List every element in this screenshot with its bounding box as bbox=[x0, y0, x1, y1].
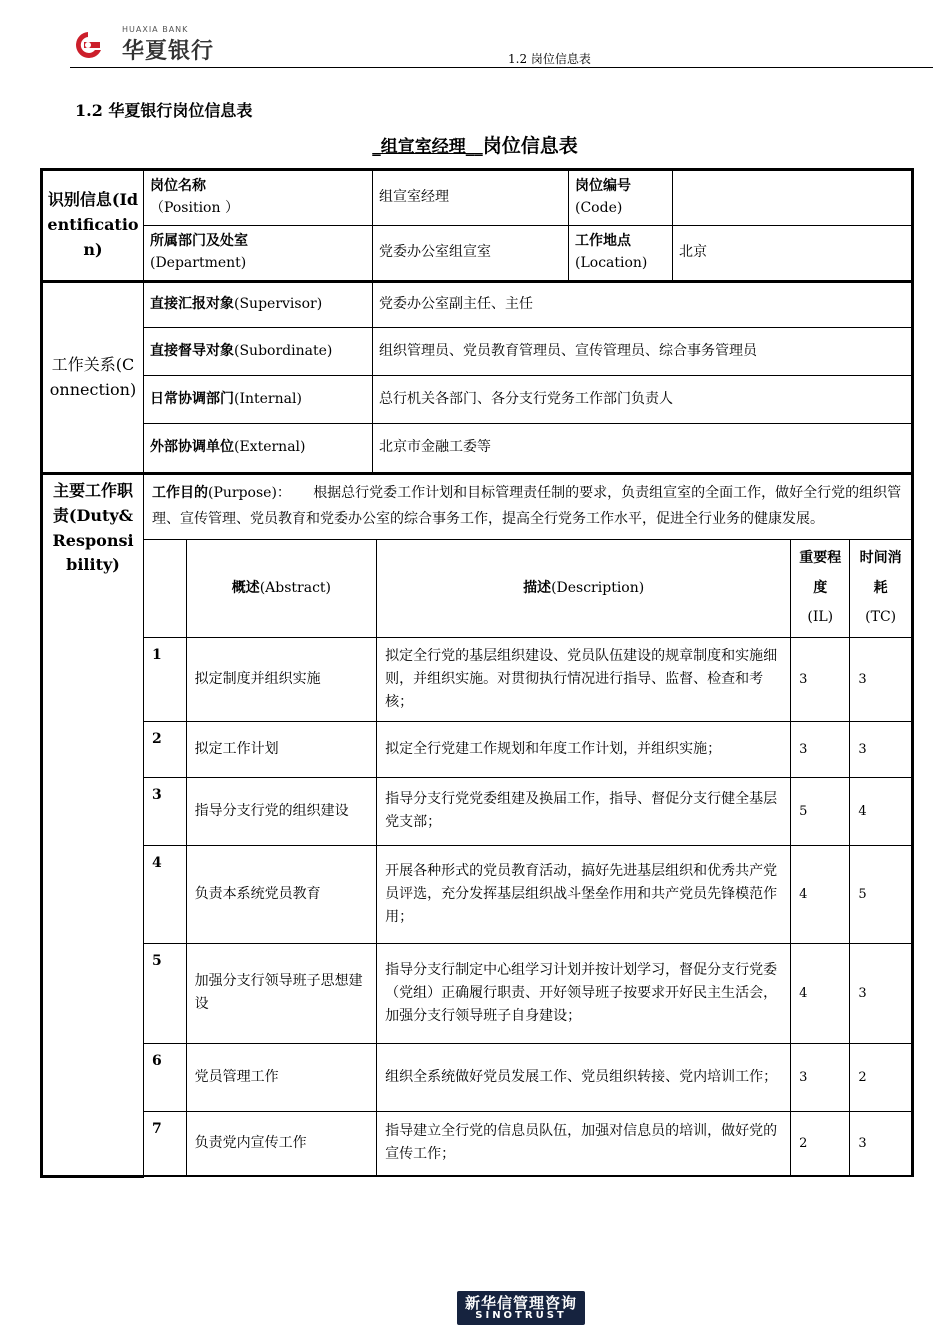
il-header-label-en: (IL) bbox=[807, 608, 834, 625]
purpose-text: 根据总行党委工作计划和目标管理责任制的要求，负责组宣室的全面工作，做好全行党的组织管理、宣传管理、党员教育和党委办公室的综合事务工作，提高全行党务工作水平，促进全行业务的健康发展。 bbox=[152, 485, 902, 527]
duty-item-il: 4 bbox=[791, 943, 850, 1043]
duty-item-description: 拟定全行党建工作规划和年度工作计划，并组织实施； bbox=[377, 721, 791, 777]
connection-label: 直接汇报对象 bbox=[150, 296, 234, 313]
duty-item-row bbox=[144, 637, 911, 721]
duty-item-abstract: 党员管理工作 bbox=[186, 1043, 376, 1111]
duty-item-il: 3 bbox=[791, 1043, 850, 1111]
duty-item-description: 指导建立全行党的信息员队伍，加强对信息员的培训，做好党的宣传工作； bbox=[377, 1111, 791, 1175]
duty-item-abstract: 加强分支行领导班子思想建设 bbox=[186, 943, 376, 1043]
duty-item-tc: 5 bbox=[850, 845, 911, 943]
duty-item-row bbox=[144, 721, 911, 777]
duty-item-row bbox=[144, 943, 911, 1043]
duty-item-tc: 3 bbox=[850, 1111, 911, 1175]
duty-row bbox=[42, 474, 913, 1177]
description-header-label: 描述 bbox=[523, 579, 552, 596]
duty-header-il bbox=[791, 539, 850, 637]
il-header-label: 重要程度 bbox=[799, 550, 842, 596]
duty-item-il: 3 bbox=[791, 721, 850, 777]
huaxia-logo-icon bbox=[70, 30, 106, 60]
tc-header-label: 时间消耗 bbox=[859, 550, 902, 596]
duty-item-abstract: 负责党内宣传工作 bbox=[186, 1111, 376, 1175]
duty-item-description: 指导分支行党党委组建及换届工作，指导、督促分支行健全基层党支部； bbox=[377, 777, 791, 845]
connection-row bbox=[42, 328, 913, 376]
position-name-label-cell bbox=[144, 170, 373, 226]
duty-items-table bbox=[144, 539, 911, 1176]
footer-en-name: SINOTRUST bbox=[475, 1310, 567, 1321]
duty-item-description: 组织全系统做好党员发展工作、党员组织转接、党内培训工作； bbox=[377, 1043, 791, 1111]
logo-chinese-name: 华夏银行 bbox=[122, 39, 215, 64]
section-title: 1.2 华夏银行岗位信息表 bbox=[75, 101, 253, 120]
department-label: 所属部门及处室 bbox=[150, 233, 248, 250]
abstract-header-label: 概述 bbox=[231, 579, 260, 596]
position-name-label: 岗位名称 bbox=[150, 178, 206, 195]
identification-group-label: 识别信息(Identification) bbox=[42, 170, 144, 282]
location-label: 工作地点 bbox=[575, 233, 631, 250]
connection-label-en: (External) bbox=[234, 439, 306, 456]
identification-row-2 bbox=[42, 226, 913, 282]
duty-item-description: 开展各种形式的党员教育活动，搞好先进基层组织和优秀共产党员评选，充分发挥基层组织战斗堡垒作用和共产党员先锋模范作用； bbox=[377, 845, 791, 943]
sinotrust-footer-logo bbox=[457, 1291, 585, 1325]
position-code-label-cell bbox=[569, 170, 673, 226]
duty-item-abstract: 指导分支行党的组织建设 bbox=[186, 777, 376, 845]
duty-header-row bbox=[144, 539, 911, 637]
duty-item-no: 1 bbox=[144, 637, 186, 721]
abstract-header-label-en: (Abstract) bbox=[259, 579, 331, 596]
connection-label: 直接督导对象 bbox=[150, 342, 234, 359]
duty-header-no bbox=[144, 539, 186, 637]
duty-content-cell bbox=[144, 474, 913, 1177]
connection-label-en: (Internal) bbox=[234, 390, 302, 407]
duty-item-abstract: 拟定制度并组织实施 bbox=[186, 637, 376, 721]
duty-item-il: 3 bbox=[791, 637, 850, 721]
duty-item-no: 3 bbox=[144, 777, 186, 845]
duty-item-tc: 4 bbox=[850, 777, 911, 845]
duty-item-tc: 3 bbox=[850, 721, 911, 777]
duty-item-tc: 3 bbox=[850, 943, 911, 1043]
connection-label: 日常协调部门 bbox=[150, 390, 234, 407]
connection-value: 北京市金融工委等 bbox=[373, 424, 913, 474]
connection-value: 组织管理员、党员教育管理员、宣传管理员、综合事务管理员 bbox=[373, 328, 913, 376]
duty-item-no: 2 bbox=[144, 721, 186, 777]
connection-label: 外部协调单位 bbox=[150, 439, 234, 456]
duty-item-description: 拟定全行党的基层组织建设、党员队伍建设的规章制度和实施细则，并组织实施。对贯彻执行情况进行指导、监督、检查和考核； bbox=[377, 637, 791, 721]
duty-item-row bbox=[144, 1043, 911, 1111]
connection-label-en: (Supervisor) bbox=[234, 296, 323, 313]
duty-header-description bbox=[377, 539, 791, 637]
duty-item-il: 4 bbox=[791, 845, 850, 943]
department-label-en: (Department) bbox=[150, 255, 247, 271]
huaxia-bank-logo bbox=[70, 25, 240, 64]
connection-label-en: (Subordinate) bbox=[234, 342, 333, 359]
duty-group-label: 主要工作职责(Duty&Responsibility) bbox=[42, 474, 144, 1177]
duty-items-body bbox=[144, 637, 911, 1175]
duty-header-abstract bbox=[186, 539, 376, 637]
duty-item-abstract: 拟定工作计划 bbox=[186, 721, 376, 777]
duty-item-tc: 3 bbox=[850, 637, 911, 721]
duty-item-abstract: 负责本系统党员教育 bbox=[186, 845, 376, 943]
document-title-suffix: 岗位信息表 bbox=[482, 135, 578, 157]
work-purpose bbox=[144, 475, 911, 539]
connection-row bbox=[42, 282, 913, 328]
description-header-label-en: (Description) bbox=[551, 579, 645, 596]
header-section-ref: 1.2 岗位信息表 bbox=[508, 52, 591, 66]
duty-header-tc bbox=[850, 539, 911, 637]
location-label-cell bbox=[569, 226, 673, 282]
tc-header-label-en: (TC) bbox=[865, 608, 897, 625]
duty-item-il: 2 bbox=[791, 1111, 850, 1175]
connection-label-cell bbox=[144, 376, 373, 424]
duty-item-row bbox=[144, 845, 911, 943]
header-divider bbox=[70, 67, 933, 68]
duty-item-tc: 2 bbox=[850, 1043, 911, 1111]
department-label-cell bbox=[144, 226, 373, 282]
logo-english-name: HUAXIA BANK bbox=[122, 25, 189, 34]
purpose-label-en: (Purpose)： bbox=[208, 485, 291, 501]
connection-label-cell bbox=[144, 328, 373, 376]
connection-label-cell bbox=[144, 282, 373, 328]
duty-item-row bbox=[144, 777, 911, 845]
footer-cn-name: 新华信管理咨询 bbox=[464, 1294, 577, 1312]
connection-row bbox=[42, 376, 913, 424]
connection-value: 党委办公室副主任、主任 bbox=[373, 282, 913, 328]
duty-item-no: 6 bbox=[144, 1043, 186, 1111]
document-title-position: _组宣室经理__ bbox=[372, 137, 483, 157]
connection-value: 总行机关各部门、各分支行党务工作部门负责人 bbox=[373, 376, 913, 424]
duty-item-description: 指导分支行制定中心组学习计划并按计划学习，督促分支行党委（党组）正确履行职责、开好领导班子按要求开好民主生活会，加强分支行领导班子自身建设； bbox=[377, 943, 791, 1043]
department-value: 党委办公室组宣室 bbox=[373, 226, 569, 282]
position-name-value: 组宣室经理 bbox=[373, 170, 569, 226]
duty-item-no: 7 bbox=[144, 1111, 186, 1175]
identification-row-1 bbox=[42, 170, 913, 226]
position-code-label: 岗位编号 bbox=[575, 178, 631, 195]
position-info-table bbox=[40, 168, 914, 1178]
duty-item-row bbox=[144, 1111, 911, 1175]
position-code-label-en: (Code) bbox=[575, 200, 623, 216]
duty-item-no: 4 bbox=[144, 845, 186, 943]
connection-label-cell bbox=[144, 424, 373, 474]
purpose-label: 工作目的 bbox=[152, 485, 208, 501]
position-name-label-en: （Position ） bbox=[150, 200, 239, 216]
location-value: 北京 bbox=[673, 226, 913, 282]
connection-group-label: 工作关系(Connection) bbox=[42, 282, 144, 474]
position-code-value bbox=[673, 170, 913, 226]
document-title bbox=[0, 131, 950, 158]
connection-row bbox=[42, 424, 913, 474]
duty-item-no: 5 bbox=[144, 943, 186, 1043]
location-label-en: (Location) bbox=[575, 255, 648, 271]
duty-item-il: 5 bbox=[791, 777, 850, 845]
